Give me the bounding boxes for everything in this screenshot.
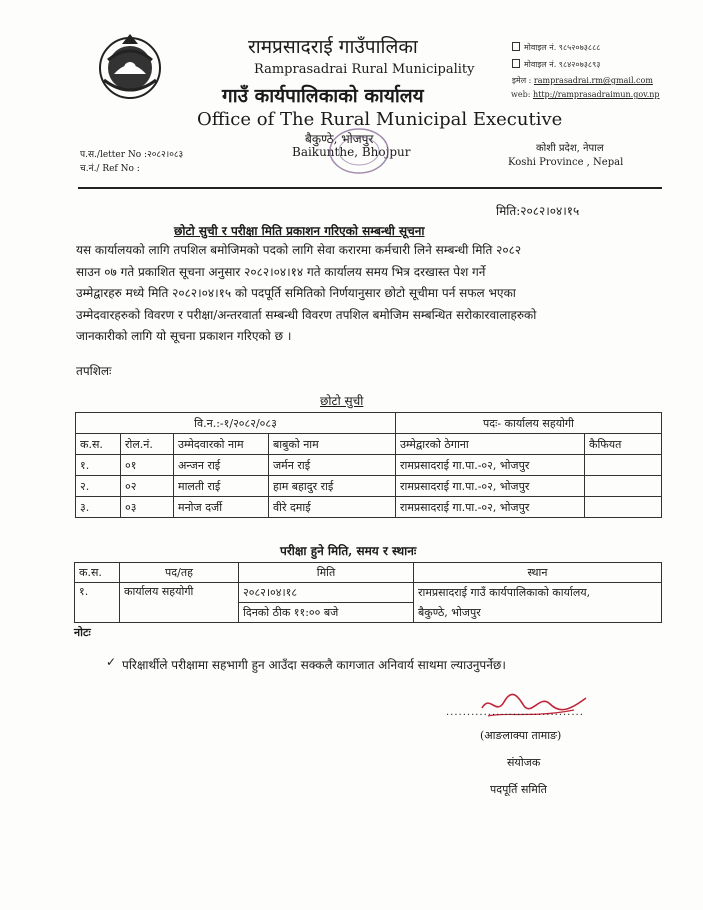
cell: रामप्रसादराई गा.पा.-०२, भोजपुर (396, 497, 585, 518)
cell: ०१ (121, 455, 174, 476)
letter-number: प.स./letter No :२०८२।०८३ (80, 150, 184, 160)
post-name: पदः- कार्यालय सहयोगी (396, 413, 662, 434)
details-label: तपशिलः (76, 364, 112, 378)
cell: १. (76, 455, 121, 476)
cell: रामप्रसादराई गा.पा.-०२, भोजपुर (396, 476, 585, 497)
province-nepali: कोशी प्रदेश, नेपाल (536, 143, 604, 154)
signatory-name: (आङलाक्पा तामाङ) (480, 729, 562, 742)
phone-icon (512, 42, 520, 51)
cell: २. (76, 476, 121, 497)
contact-mobile-2: मोवाइल नं. ९८४२०७३८९३ (512, 59, 600, 70)
cell: मनोज दर्जी (174, 497, 269, 518)
table-header: बाबुको नाम (269, 434, 396, 455)
cell: १. (75, 583, 120, 623)
contact-web: web: http://ramprasadraimun.gov.np (511, 90, 660, 99)
exam-venue-line1: रामप्रसादराई गाउँ कार्यपालिकाको कार्यालय, (414, 583, 662, 603)
cell: ०३ (121, 497, 174, 518)
table-header: स्थान (414, 563, 662, 583)
municipality-logo-emblem (94, 30, 166, 102)
cell (585, 497, 662, 518)
location-nepali: बैकुण्ठे, भोजपुर (305, 132, 374, 146)
province-english: Koshi Province , Nepal (508, 157, 624, 168)
body-line: उम्मेद्वारहरु मध्ये मिति २०८२।०४।१५ को पदपूर्ति समितिको निर्णयानुसार छोटो सूचीमा पर्न सफल भएका (76, 286, 516, 300)
table-header: पद/तह (120, 563, 239, 583)
table-row (76, 455, 662, 476)
exam-date: २०८२।०४।१८ (239, 583, 414, 603)
note-item: परिक्षार्थीले परीक्षामा सहभागी हुन आउँदा सक्कलै कागजात अनिवार्य साथमा ल्याउनुपर्नेछ। (122, 658, 506, 672)
exam-time: दिनको ठीक ११:०० बजे (239, 603, 414, 623)
table-header: उम्मेद्वारको ठेगाना (396, 434, 585, 455)
cell (585, 455, 662, 476)
vacancy-number: वि.न.:-१/२०८२/०८३ (76, 413, 396, 434)
cell: रामप्रसादराई गा.पा.-०२, भोजपुर (396, 455, 585, 476)
table-header: उम्मेदवारको नाम (174, 434, 269, 455)
signatory-committee: पदपूर्ति समिति (490, 783, 547, 796)
cell: कार्यालय सहयोगी (120, 583, 239, 623)
email-link[interactable]: ramprasadrai.rm@gmail.com (533, 76, 653, 85)
table-row (76, 497, 662, 518)
table-header-row (75, 563, 662, 583)
phone-icon (512, 59, 520, 68)
municipality-name-english: Ramprasadrai Rural Municipality (254, 62, 475, 77)
cell: ३. (76, 497, 121, 518)
table-header: रोल.नं. (121, 434, 174, 455)
municipality-name-nepali: रामप्रसादराई गाउँपालिका (248, 36, 418, 58)
cell: अन्जन राई (174, 455, 269, 476)
website-link[interactable]: http://ramprasadraimun.gov.np (532, 90, 660, 99)
body-line: यस कार्यालयको लागि तपशिल बमोजिमको पदको लागि सेवा करारमा कर्मचारी लिने सम्बन्धी मिति २०८२ (76, 243, 522, 257)
contact-mobile-1: मोवाइल नं. ९८५२०७३८८८ (512, 42, 600, 53)
office-seal-stamp (328, 126, 390, 176)
location-english: Baikunthe, Bhojpur (292, 145, 411, 159)
table-header: क.स. (76, 434, 121, 455)
header-divider (78, 187, 662, 189)
exam-schedule-title: परीक्षा हुने मिति, समय र स्थानः (280, 544, 417, 558)
table-header: कैफियत (585, 434, 662, 455)
office-name-english: Office of The Rural Municipal Executive (197, 109, 563, 130)
table-row (76, 413, 662, 434)
table-row (76, 476, 662, 497)
cell: हाम बहादुर राई (269, 476, 396, 497)
signatory-role: संयोजक (507, 756, 541, 769)
exam-venue-line2: बैकुण्ठे, भोजपुर (414, 603, 662, 623)
body-line: जानकारीको लागि यो सूचना प्रकाशन गरिएको छ । (76, 329, 292, 343)
notice-date: मिति:२०८२।०४।१५ (496, 204, 580, 218)
table-row (75, 583, 662, 603)
contact-email: इमेल : ramprasadrai.rm@gmail.com (512, 76, 653, 85)
body-line: साउन ०७ गते प्रकाशित सूचना अनुसार २०८२।०४।१४ गते कार्यालय समय भित्र दरखास्त पेश गर्ने (76, 264, 486, 279)
table-header: मिति (239, 563, 414, 583)
shortlist-title: छोटो सुची (320, 394, 364, 408)
cell (585, 476, 662, 497)
exam-schedule-table (74, 562, 662, 623)
signature-line: ................................. (446, 707, 584, 718)
checkmark-icon: ✓ (106, 655, 117, 669)
cell: ०२ (121, 476, 174, 497)
body-line: उम्मेदवारहरुको विवरण र परीक्षा/अन्तरवार्ता सम्बन्धी विवरण तपशिल बमोजिम सम्बन्धित सरोकारवालाहरुको (76, 307, 537, 322)
table-header: क.स. (75, 563, 120, 583)
reference-number: च.नं./ Ref No : (80, 164, 140, 174)
cell: वीरे दमाई (269, 497, 396, 518)
note-label: नोटः (74, 626, 91, 639)
cell: जर्मन राई (269, 455, 396, 476)
notice-subject: छोटो सुची र परीक्षा मिति प्रकाशन गरिएको सम्बन्धी सूचना (174, 224, 425, 238)
cell: मालती राई (174, 476, 269, 497)
shortlist-table (75, 412, 662, 518)
notice-body (76, 240, 666, 348)
office-name-nepali: गाउँ कार्यपालिकाको कार्यालय (222, 85, 424, 107)
table-header-row (76, 434, 662, 455)
